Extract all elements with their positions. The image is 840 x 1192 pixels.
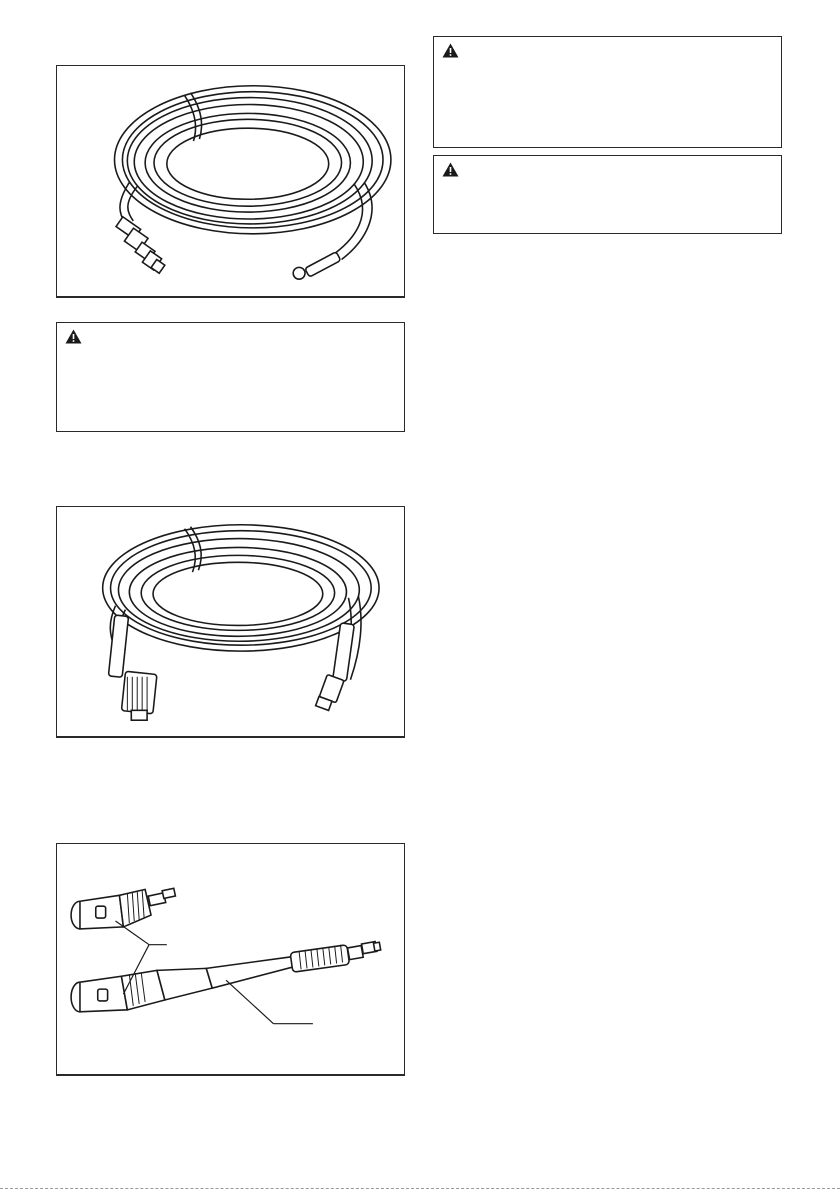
warning-triangle-icon <box>442 162 459 177</box>
warning-box-right-top <box>433 36 782 148</box>
page-bottom-rule <box>0 1188 840 1190</box>
nozzle-adapter-illustration <box>57 844 404 1074</box>
warning-box-left <box>56 322 405 432</box>
warning-triangle-icon <box>65 329 82 344</box>
coiled-hose-illustration <box>57 66 404 296</box>
extension-hose-illustration <box>57 507 404 736</box>
figure-high-pressure-hose <box>56 65 405 298</box>
figure-nozzle-adapters <box>56 843 405 1076</box>
warning-box-right-bottom <box>433 155 782 234</box>
figure-extension-hose <box>56 506 405 738</box>
warning-triangle-icon <box>442 43 459 58</box>
